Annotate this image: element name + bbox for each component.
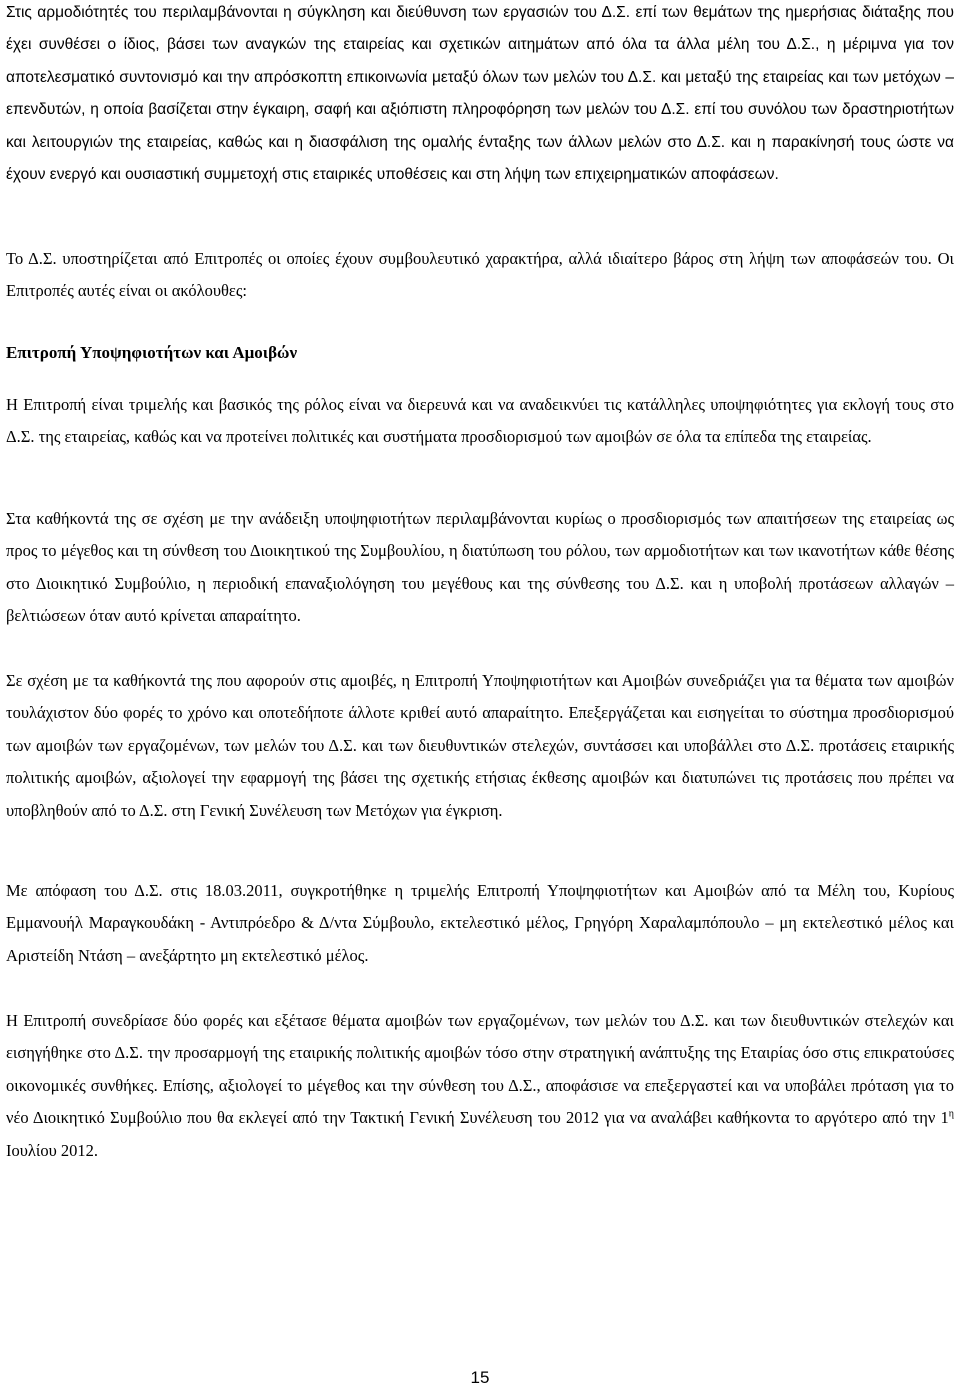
paragraph-committee-meetings — [6, 1005, 954, 1167]
paragraph-committee-remuneration-duties: Σε σχέση με τα καθήκοντά της που αφορούν στις αμοιβές, η Επιτροπή Υποψηφιοτήτων και Αμοιβών συνεδριάζει για τα θέματα των αμοιβών τουλάχιστον δύο φορές το χρόνο και οποτεδήποτε άλλοτε κριθεί αυτό απαραίτητο. Επεξεργάζεται και εισηγείται το σύστημα προσδιορισμού των αμοιβών των εργαζομένων, των μελών του Δ.Σ. και των διευθυντικών στελεχών, συντάσσει και υποβάλλει στο Δ.Σ. προτάσεις εταιρικής πολιτικής αμοιβών, αξιολογεί την εφαρμογή της βάσει της σχετικής ετήσιας έκθεσης αμοιβών και διατυπώνει τις προτάσεις που πρέπει να υποβληθούν από το Δ.Σ. στη Γενική Συνέλευση των Μετόχων για έγκριση. — [6, 671, 954, 820]
paragraph-committee-composition: Με απόφαση του Δ.Σ. στις 18.03.2011, συγκροτήθηκε η τριμελής Επιτροπή Υποψηφιοτήτων και Αμοιβών από τα Μέλη του, Κυρίους Εμμανουήλ Μαραγκουδάκη - Αντιπρόεδρο & Δ/ντα Σύμβουλο, εκτελεστικό μέλος, Γρηγόρη Χαραλαμπόπουλο – μη εκτελεστικό μέλος και Αριστείδη Ντάση – ανεξάρτητο μη εκτελεστικό μέλος. — [6, 881, 954, 965]
paragraph-committee-meetings-text: Η Επιτροπή συνεδρίασε δύο φορές και εξέτασε θέματα αμοιβών των εργαζομένων, των μελών του Δ.Σ. και των διευθυντικών στελεχών και εισηγήθηκε στο Δ.Σ. την προσαρμογή της εταιρικής πολιτικής αμοιβών τόσο στην στρατηγική ανάπτυξης της Εταιρίας όσο στις επικρατούσες οικονομικές συνθήκες. Επίσης, αξιολογεί το μέγεθος και την σύνθεση του Δ.Σ., αποφάσισε να επεξεργαστεί και να υποβάλει πρόταση για το νέο Διοικητικό Συμβούλιο που θα εκλεγεί από την Τακτική Γενική Συνέλευση του 2012 για να αναλάβει καθήκοντα το αργότερο από την 1 — [6, 1011, 954, 1128]
section-heading-nomination-remuneration-committee: Επιτροπή Υποψηφιοτήτων και Αμοιβών — [6, 343, 298, 362]
paragraph-committee-meetings-date: Ιουλίου 2012. — [6, 1140, 99, 1160]
paragraph-committee-nomination-duties: Στα καθήκοντά της σε σχέση με την ανάδειξη υποψηφιοτήτων περιλαμβάνονται κυρίως ο προσδιορισμός των απαιτήσεων της εταιρείας ως προς το μέγεθος και τη σύνθεση του Διοικητικού της Συμβουλίου, η διατύπωση του ρόλου, των αρμοδιοτήτων και των ικανοτήτων κάθε θέσης στο Διοικητικό Συμβούλιο, η περιοδική επαναξιολόγηση του μεγέθους και της σύνθεσης του Δ.Σ. και η υποβολή προτάσεων αλλαγών – βελτιώσεων όταν αυτό κρίνεται απαραίτητο. — [6, 509, 954, 626]
paragraph-committees-intro: Το Δ.Σ. υποστηρίζεται από Επιτροπές οι οποίες έχουν συμβουλευτικό χαρακτήρα, αλλά ιδιαίτερο βάρος στη λήψη των αποφάσεών του. Οι Επιτροπές αυτές είναι οι ακόλουθες: — [6, 249, 954, 301]
ordinal-superscript: η — [948, 1108, 954, 1120]
page-number: 15 — [470, 1368, 490, 1387]
paragraph-chairman-duties: Στις αρμοδιότητές του περιλαμβάνονται η σύγκληση και διεύθυνση των εργασιών του Δ.Σ. επί των θεμάτων της ημερήσιας διάταξης που έχει συνθέσει ο ίδιος, βάσει των αναγκών της εταιρείας και σχετικών αιτημάτων από όλα τα άλλα μέλη του Δ.Σ., η μέριμνα για τον αποτελεσματικό συντονισμό και την απρόσκοπτη επικοινωνία μεταξύ όλων των μελών του Δ.Σ. και μεταξύ της εταιρείας και των μετόχων – επενδυτών, η οποία βασίζεται στην έγκαιρη, σαφή και αξιόπιστη πληροφόρηση των μελών του Δ.Σ. επί του συνόλου των δραστηριοτήτων και λειτουργιών της εταιρείας, καθώς και η διασφάλιση της ομαλής ένταξης των άλλων μελών στο Δ.Σ. και η παρακίνησή τους ώστε να έχουν ενεργό και ουσιαστική συμμετοχή στις εταιρικές υποθέσεις και στη λήψη των επιχειρηματικών αποφάσεων. — [6, 4, 954, 184]
paragraph-committee-role: Η Επιτροπή είναι τριμελής και βασικός της ρόλος είναι να διερευνά και να αναδεικνύει τις κατάλληλες υποψηφιότητες για εκλογή τους στο Δ.Σ. της εταιρείας, καθώς και να προτείνει πολιτικές και συστήματα προσδιορισμού των αμοιβών σε όλα τα επίπεδα της εταιρείας. — [6, 395, 954, 447]
